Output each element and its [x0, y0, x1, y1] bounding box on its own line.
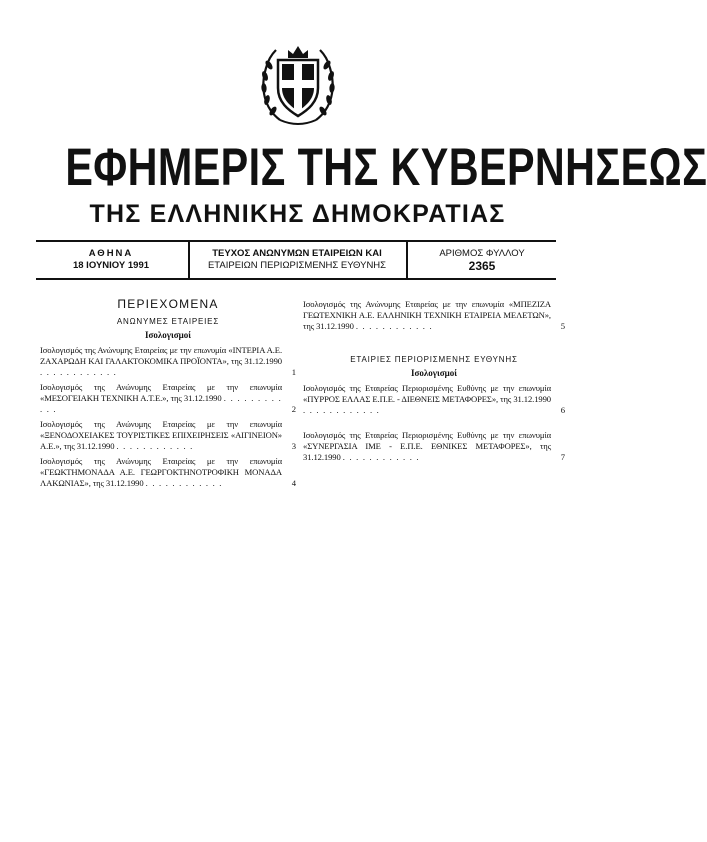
leader-dots: . . . . . . . . . . . . [342, 452, 420, 462]
contents-entry[interactable] [40, 419, 296, 452]
issue-type-line1: ΤΕΥΧΟΣ ΑΝΩΝΥΜΩΝ ΕΤΑΙΡΕΙΩΝ ΚΑΙ [212, 248, 382, 259]
entry-text: Ισολογισμός της Εταιρείας Περιορισμένης Ευθύνης με την επωνυμία «ΣΥΝΕΡΓΑΣΙΑ ΙΜΕ - Ε.Π.Ε. ΕΘΝΙΚΕΣ ΜΕΤΑΦΟΡΕΣ», της 31.12.1990 [303, 430, 551, 462]
epe-section-heading: ΕΤΑΙΡΙΕΣ ΠΕΡΙΟΡΙΣΜΕΝΗΣ ΕΥΘΥΝΗΣ [350, 355, 518, 364]
leader-dots: . . . . . . . . . . . . [116, 441, 194, 451]
entry-page: 5 [560, 321, 565, 331]
leader-dots: . . . . . . . . . . . . [355, 321, 433, 331]
entry-text: Ισολογισμός της Ανώνυμης Εταιρείας με την επωνυμία «ΞΕΝΟΔΟΧΕΙΑΚΕΣ ΤΟΥΡΙΣΤΙΚΕΣ ΕΠΙΧΕΙΡΗΣΕΙΣ «ΑΙΓΙΝΕΙΟΝ» Α.Ε.», της 31.12.1990 [40, 419, 282, 451]
contents-left-column [40, 299, 296, 493]
epe-subheading: Ισολογισμοί [410, 368, 458, 378]
entry-text: Ισολογισμός της Ανώνυμης Εταιρείας με την επωνυμία «ΓΕΩΚΤΗΜΟΝΑΔΑ Α.Ε. ΓΕΩΡΓΟΚΤΗΝΟΤΡΟΦΙΚΗ ΜΟΝΑΔΑ ΛΑΚΩΝΙΑΣ», της 31.12.1990 [40, 456, 282, 488]
contents-entry[interactable] [40, 382, 296, 415]
contents-entry[interactable] [303, 430, 565, 463]
contents-entry[interactable] [303, 299, 565, 332]
city-label: ΑΘΗΝΑ [88, 248, 134, 259]
entry-page: 1 [291, 367, 296, 377]
sheet-number-label: ΑΡΙΘΜΟΣ ΦΥΛΛΟΥ [439, 248, 525, 259]
contents-heading: ΠΕΡΙΕΧΟΜΕΝΑ [117, 297, 219, 311]
entry-page: 2 [291, 404, 296, 414]
contents-entry[interactable] [40, 456, 296, 489]
issue-type-line2: ΕΤΑΙΡΕΙΩΝ ΠΕΡΙΩΡΙΣΜΕΝΗΣ ΕΥΘΥΝΗΣ [207, 260, 387, 271]
ae-section-heading: ΑΝΩΝΥΜΕΣ ΕΤΑΙΡΕΙΕΣ [116, 317, 220, 326]
issue-info-bar [36, 240, 556, 280]
leader-dots: . . . . . . . . . . . . [145, 478, 223, 488]
sheet-number: 2365 [468, 259, 496, 273]
place-date-cell [36, 248, 186, 272]
leader-dots: . . . . . . . . . . . . [40, 367, 118, 377]
issue-date: 18 ΙΟΥΝΙΟΥ 1991 [72, 260, 150, 271]
contents-entry[interactable] [40, 345, 296, 378]
contents-right-column [303, 299, 565, 467]
entry-text: Ισολογισμός της Ανώνυμης Εταιρείας με την επωνυμία «ΙΝΤΕΡΙΑ Α.Ε. ΖΑΧΑΡΩΔΗ ΚΑΙ ΓΑΛΑΚΤΟΚΟΜΙΚΑ ΠΡΟΪΟΝΤΑ», της 31.12.1990 [40, 345, 282, 366]
greek-coat-of-arms-icon [258, 38, 338, 128]
entry-page: 3 [291, 441, 296, 451]
ae-subheading: Ισολογισμοί [144, 330, 192, 340]
sheet-number-cell [408, 248, 556, 272]
leader-dots: . . . . . . . . . . . . [40, 393, 282, 414]
masthead-title: ΕΦΗΜΕΡΙΣ ΤΗΣ ΚΥΒΕΡΝΗΣΕΩΣ [65, 138, 707, 197]
entry-text: Ισολογισμός της Εταιρείας Περιορισμένης Ευθύνης με την επωνυμία «ΠΥΡΡΟΣ ΕΛΛΑΣ Ε.Π.Ε. - ΔΙΕΘΝΕΙΣ ΜΕΤΑΦΟΡΕΣ», της 31.12.1990 [303, 383, 551, 404]
entry-page: 6 [560, 405, 565, 415]
entry-text: Ισολογισμός της Ανώνυμης Εταιρείας με την επωνυμία «ΜΠΕΖΙΖΑ ΓΕΩΤΕΧΝΙΚΗ Α.Ε. ΕΛΛΗΝΙΚΗ ΤΕΧΝΙΚΗ ΕΤΑΙΡΕΙΑ ΜΕΛΕΤΩΝ», της 31.12.1990 [303, 299, 551, 331]
masthead-subtitle: ΤΗΣ ΕΛΛΗΝΙΚΗΣ ΔΗΜΟΚΡΑΤΙΑΣ [89, 200, 506, 228]
entry-page: 7 [560, 452, 565, 462]
leader-dots: . . . . . . . . . . . . [303, 405, 381, 415]
entry-text: Ισολογισμός της Ανώνυμης Εταιρείας με την επωνυμία «ΜΕΣΟΓΕΙΑΚΗ ΤΕΧΝΙΚΗ Α.Τ.Ε.», της 31.12.1990 [40, 382, 282, 403]
entry-page: 4 [291, 478, 296, 488]
contents-entry[interactable] [303, 383, 565, 416]
issue-type-cell [190, 248, 404, 272]
